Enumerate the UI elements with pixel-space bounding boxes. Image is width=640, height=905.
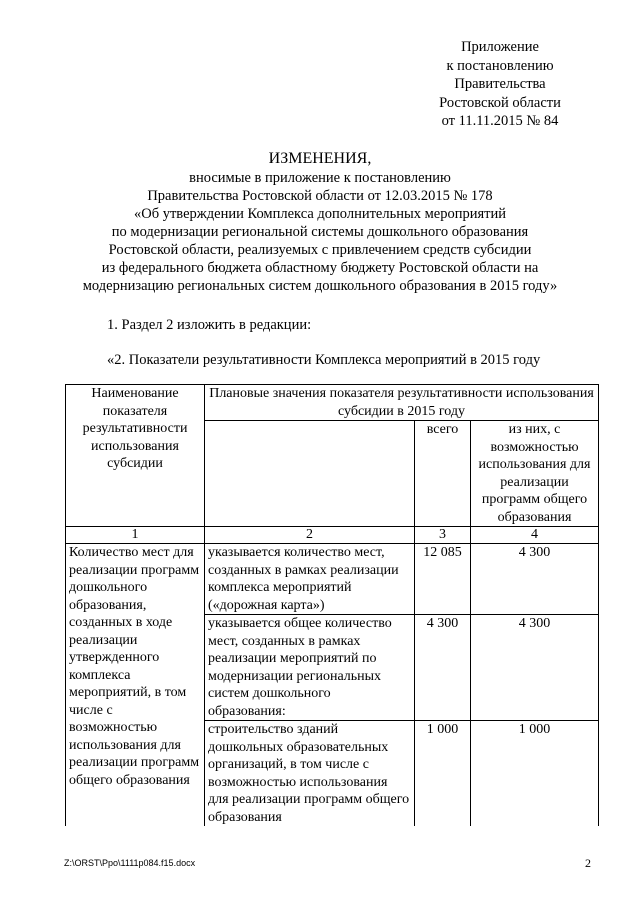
header-planned-values: Плановые значения показателя результативности использования субсидии в 2015 году — [205, 385, 599, 421]
row-description: указывается количество мест, созданных в рамках реализации комплекса мероприятий («дорожная карта») — [205, 544, 415, 615]
title-line: модернизацию региональных систем дошкольного образования в 2015 году» — [82, 278, 558, 294]
title-line: вносимые в приложение к постановлению — [189, 170, 451, 186]
row-total: 4 300 — [415, 615, 471, 721]
section-heading: «2. Показатели результативности Комплекса мероприятий в 2015 году — [107, 352, 541, 368]
table-row — [66, 544, 599, 615]
document-title — [60, 150, 580, 295]
header-total: всего — [415, 421, 471, 527]
appendix-line: Правительства — [454, 76, 546, 92]
document-heading: ИЗМЕНЕНИЯ, — [268, 150, 372, 167]
appendix-line: от 11.11.2015 № 84 — [441, 113, 559, 129]
header-of-which: из них, с возможностью использования для реализации программ общего образования — [471, 421, 599, 527]
row-description: строительство зданий дошкольных образовательных организаций, в том числе с возможностью использования для реализации программ общего образования — [205, 721, 415, 827]
row-total: 12 085 — [415, 544, 471, 615]
column-numbers-row — [66, 527, 599, 544]
item-1-text: 1. Раздел 2 изложить в редакции: — [107, 317, 312, 333]
row-description: указывается общее количество мест, созданных в рамках реализации мероприятий по модернизации региональных систем дошкольного образования: — [205, 615, 415, 721]
title-line: по модернизации региональной системы дошкольного образования — [111, 224, 529, 240]
title-line: «Об утверждении Комплекса дополнительных мероприятий — [134, 206, 506, 222]
row-of-which: 4 300 — [471, 544, 599, 615]
row-total: 1 000 — [415, 721, 471, 827]
column-number: 3 — [415, 527, 471, 544]
indicator-name-cell: Количество мест для реализации программ дошкольного образования, созданных в ходе реализации утвержденного комплекса мероприятий, в том числе с возможностью использования для реализации программ общего образования — [66, 544, 205, 827]
row-of-which: 1 000 — [471, 721, 599, 827]
column-number: 4 — [471, 527, 599, 544]
title-line: Правительства Ростовской области от 12.03.2015 № 178 — [147, 188, 493, 204]
appendix-line: Приложение — [461, 39, 539, 55]
row-of-which: 4 300 — [471, 615, 599, 721]
table-header-row — [66, 385, 599, 421]
appendix-block — [420, 38, 580, 131]
footer-file-path: Z:\ORST\Ppo\1111p084.f15.docx — [64, 858, 196, 868]
indicators-table — [65, 384, 599, 826]
header-empty-cell — [205, 421, 415, 527]
appendix-line: Ростовской области — [439, 94, 561, 111]
column-number: 2 — [205, 527, 415, 544]
page-number: 2 — [585, 856, 591, 870]
column-number: 1 — [66, 527, 205, 544]
header-indicator-name: Наименование показателя результативности использования субсидии — [66, 385, 205, 527]
title-line: Ростовской области, реализуемых с привлечением средств субсидии — [108, 242, 532, 258]
appendix-line: к постановлению — [446, 57, 554, 74]
title-line: из федерального бюджета областному бюджету Ростовской области на — [101, 260, 539, 276]
